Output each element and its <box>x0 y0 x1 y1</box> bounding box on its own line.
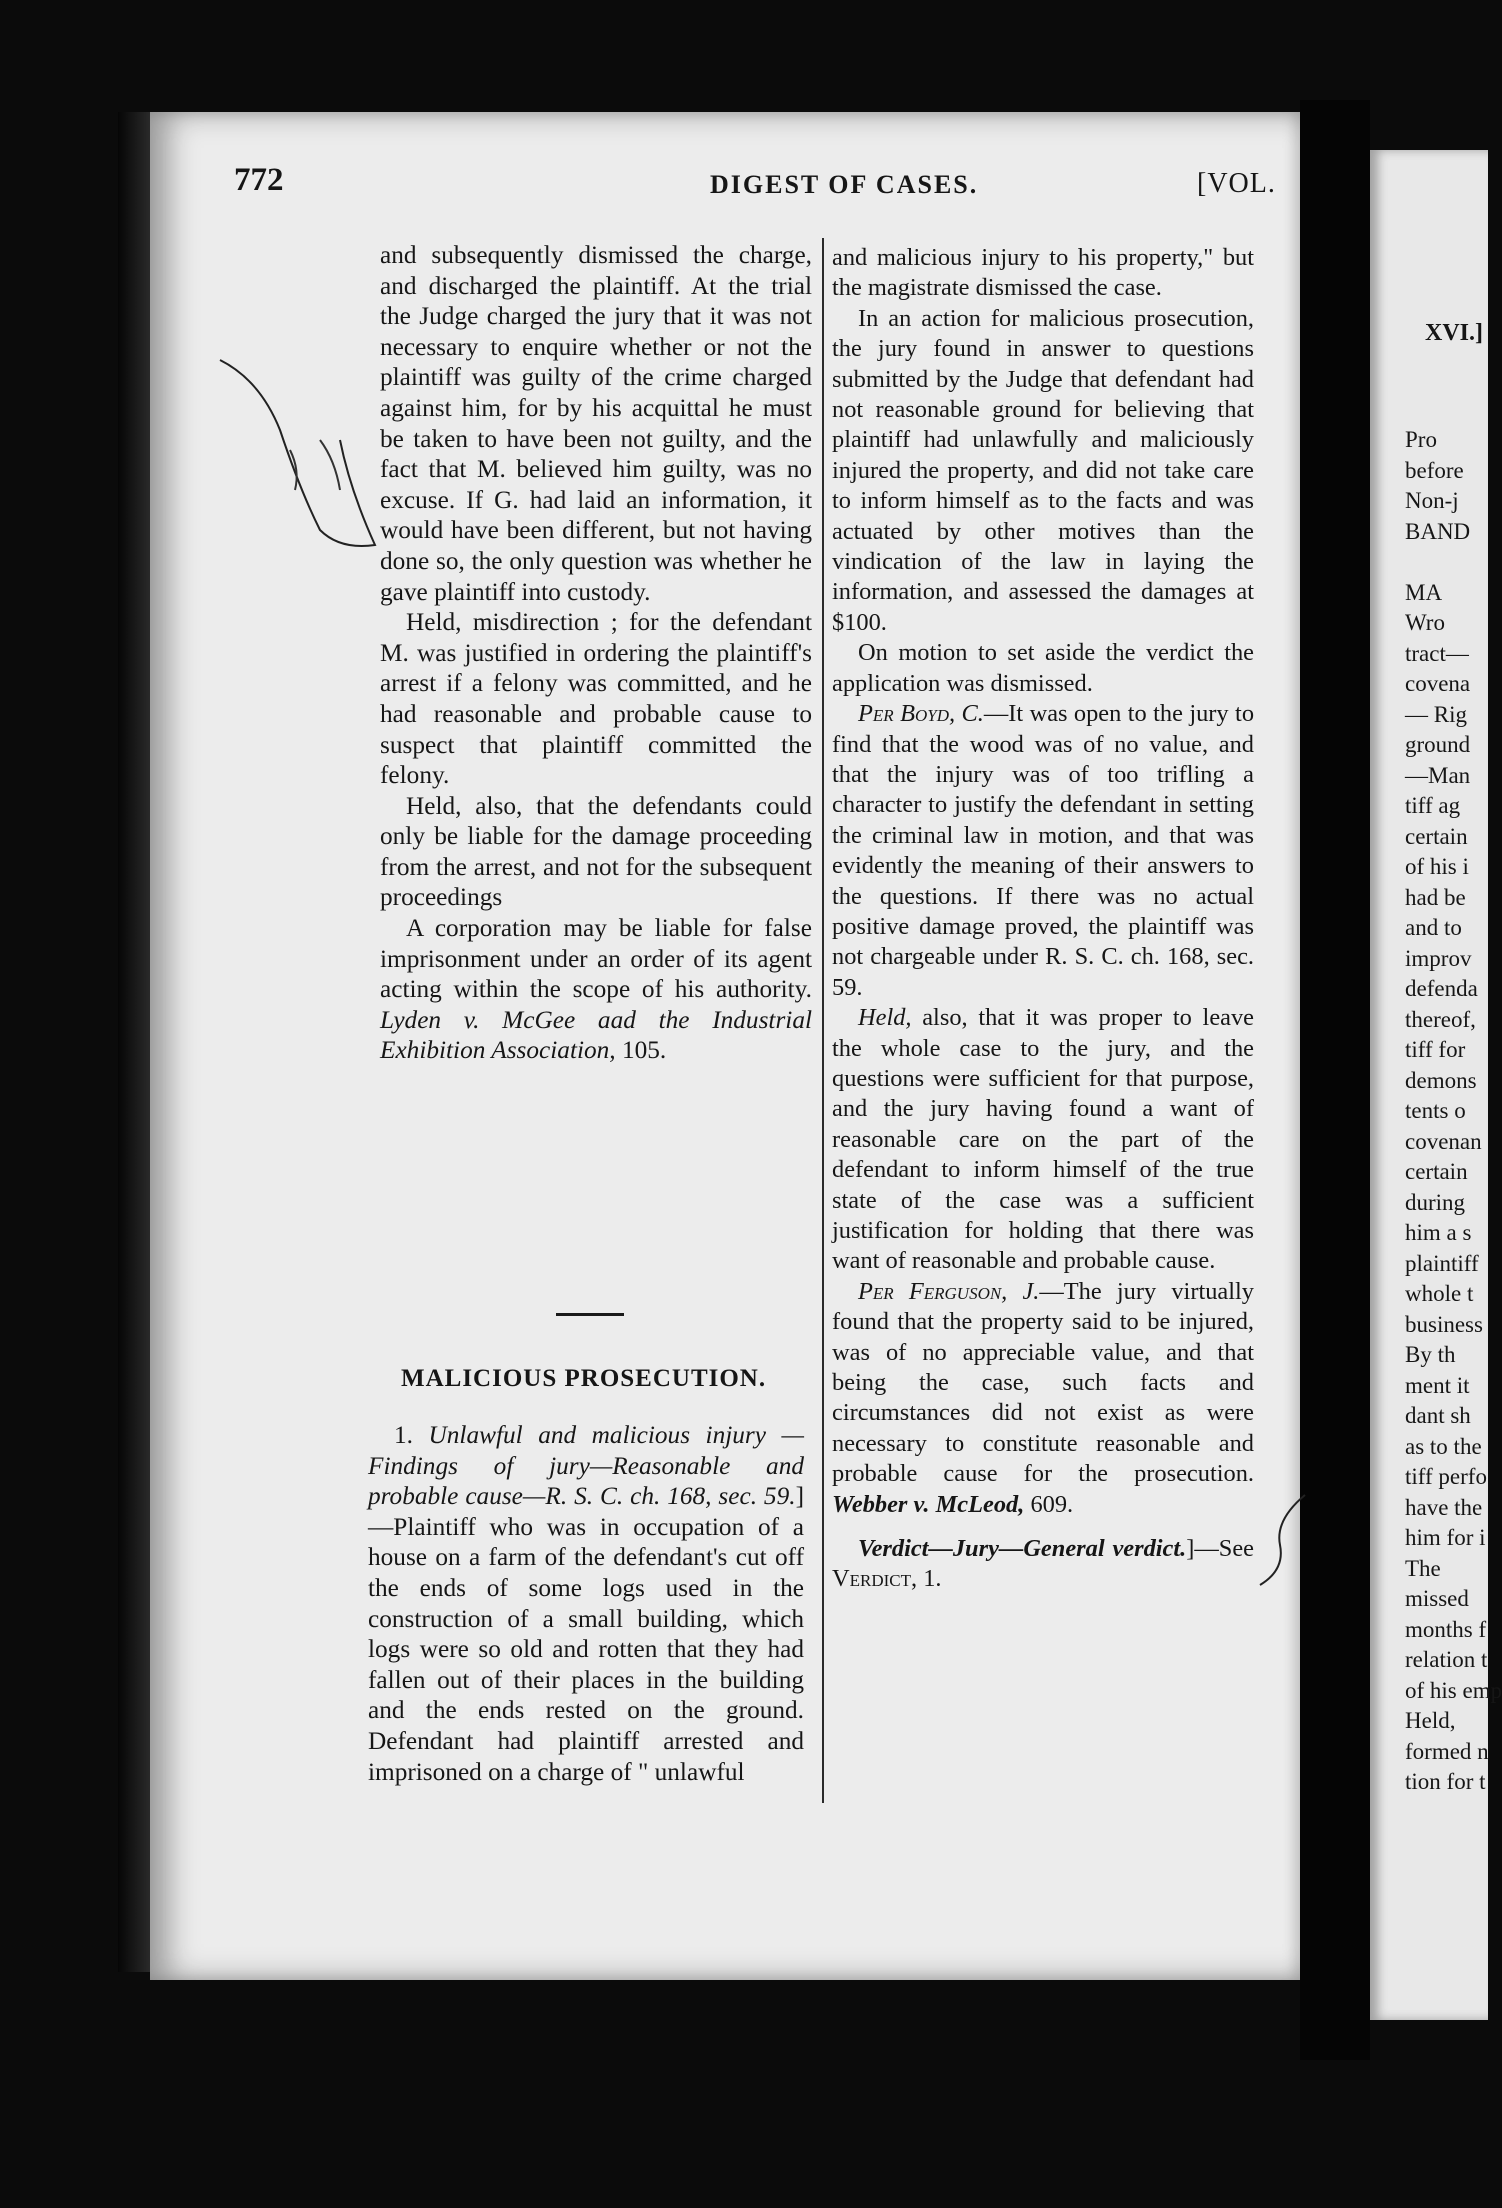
page-gutter <box>1300 100 1370 2060</box>
paragraph <box>832 1003 1254 1277</box>
entry-number: 1. <box>394 1421 413 1449</box>
paragraph: and subsequently dismissed the charge, and discharged the plaintiff. At the trial the Judge charged the jury that it was not necessary to enquire whether or not the plaintiff was guilty of the crime charged against him, for by his acquittal he must be taken to have been not guilty, and the fact that M. believed him guilty, was no excuse. If G. had laid an information, it would have been different, but not having done so, the only question was whether he gave plaintiff into custody. <box>380 241 812 606</box>
column-divider <box>822 238 824 1803</box>
facing-page-line: of his i <box>1405 854 1469 879</box>
section-heading: MALICIOUS PROSECUTION. <box>401 1365 767 1392</box>
facing-page-line: and to <box>1405 915 1462 940</box>
held-label: Held, <box>858 1004 912 1032</box>
facing-page-line: dant sh <box>1405 1403 1471 1428</box>
facing-page-line: certain <box>1405 823 1468 849</box>
facing-page-line: covenan <box>1405 1128 1482 1154</box>
header-volume: [VOL. <box>1197 168 1276 199</box>
pencil-mark-hand <box>200 340 400 600</box>
cross-ref-target: Verdict, <box>832 1565 918 1593</box>
judge-opinion-label: Per Ferguson, J. <box>858 1277 1040 1305</box>
facing-page-line: formed n <box>1405 1738 1489 1764</box>
facing-page-line: him a s <box>1405 1220 1472 1245</box>
facing-page-line: plaintiff <box>1405 1250 1479 1276</box>
facing-page-line: tion for t <box>1405 1769 1486 1794</box>
facing-page-line: him for i <box>1405 1525 1486 1550</box>
facing-page-line: months f <box>1405 1616 1487 1642</box>
facing-page-line: of his emp <box>1405 1677 1502 1703</box>
cross-ref-title: Verdict—Jury—General verdict. <box>858 1535 1187 1563</box>
facing-page-line: demons <box>1405 1067 1477 1093</box>
facing-page-line: —Man <box>1405 762 1471 788</box>
facing-page-line: have the <box>1405 1494 1483 1520</box>
case-citation: Lyden v. McGee aad the Industrial Exhibition Association, <box>380 1005 812 1065</box>
entry-text: ]—Plaintiff who was in occupation of a house on a farm of the defendant's cut off the ends of some logs used in the construction of a small building, which logs were so old and rotten that they had fallen out of their places in the building and the ends rested on the ground. Defendant had plaintiff arrested and imprisoned on a charge of " unlawful <box>368 1482 804 1786</box>
facing-page-line: thereof, <box>1405 1006 1476 1032</box>
facing-page-line: whole t <box>1405 1281 1474 1306</box>
facing-page-line: as to the <box>1405 1433 1482 1459</box>
held-text: also, that it was proper to leave the whole case to the jury, and the questions were sufficient for that purpose, and the jury having found a want of reasonable care on the part of the defendant to inform himself of the true state of the case was a sufficient justification for holding that there was want of reasonable and probable cause. <box>832 1004 1254 1275</box>
facing-page-line: Held, <box>1405 1708 1456 1733</box>
facing-page-line: before <box>1405 457 1464 483</box>
judge-opinion-label: Per Boyd, C. <box>858 700 984 728</box>
facing-page-line: Pro <box>1405 427 1437 452</box>
case-citation: Webber v. McLeod, <box>832 1490 1025 1518</box>
paragraph: In an action for malicious prosecution, the jury found in answer to questions submitted by the Judge that defendant had not reasonable ground for believing that plaintiff had unlawfully and maliciously injured the property, and did not take care to inform himself as to the facts and was actuated by other motives than the vindication of the law in laying the information, and assessed the damages at $100. <box>832 304 1254 636</box>
facing-page-line: Non-j <box>1405 488 1459 513</box>
pencil-mark-margin <box>1255 1490 1315 1590</box>
section-rule <box>556 1313 624 1316</box>
facing-page-line: tiff ag <box>1405 793 1461 818</box>
left-column-entry <box>368 1420 804 1787</box>
paragraph: On motion to set aside the verdict the application was dismissed. <box>832 639 1254 697</box>
paragraph: and malicious injury to his property," but the magistrate dismissed the case. <box>832 244 1254 302</box>
facing-page-line: tents o <box>1405 1098 1466 1123</box>
facing-page-line: business <box>1405 1311 1483 1337</box>
facing-page-line: certain <box>1405 1159 1468 1184</box>
facing-page-line: relation t <box>1405 1647 1488 1672</box>
opinion-text: —It was open to the jury to find that the wood was of no value, and that the injury was of too trifling a character to justify the defendant in setting the criminal law in motion, and that was evidently the meaning of their answers to the questions. If there was no actual positive damage proved, the plaintiff was not chargeable under R. S. C. ch. 168, sec. 59. <box>832 700 1255 1001</box>
facing-page-line: Wro <box>1405 610 1445 635</box>
facing-page-line: ment it <box>1405 1372 1470 1398</box>
cross-reference <box>832 1534 1254 1595</box>
facing-page-line: tiff perfo <box>1405 1464 1487 1489</box>
facing-page-line: BAND <box>1405 518 1471 544</box>
facing-page-line: tiff for <box>1405 1037 1466 1062</box>
facing-page-line: tract— <box>1405 640 1469 666</box>
paragraph: Held, misdirection ; for the defendant M. was justified in ordering the plaintiff's arrest if a felony was committed, and he had reasonable and probable cause to suspect that plaintiff committed the felony. <box>380 608 812 790</box>
facing-page-line: had be <box>1405 884 1466 910</box>
paragraph <box>380 913 812 1066</box>
paragraph <box>832 699 1254 1003</box>
right-column <box>832 243 1254 1595</box>
running-head <box>0 162 1488 212</box>
paragraph <box>832 1277 1254 1520</box>
paragraph-text: A corporation may be liable for false imprisonment under an order of its agent acting within the scope of his authority. <box>380 914 812 1004</box>
facing-page-line: MA <box>1405 579 1443 605</box>
facing-page-line: during <box>1405 1189 1466 1215</box>
facing-page-line: The <box>1405 1555 1441 1581</box>
paragraph: Held, also, that the defendants could only be liable for the damage proceeding from the arrest, and not for the subsequent proceedings <box>380 791 812 912</box>
opinion-text: —The jury virtually found that the property said to be injured, was of no appreciable value, and that being the case, such facts and circumstances did not exist as were necessary to constitute reasonable and probable cause for the prosecution. <box>832 1277 1254 1488</box>
facing-page-line: By th <box>1405 1342 1456 1367</box>
facing-page-line: improv <box>1405 945 1472 971</box>
cross-ref-see: ]—See <box>1186 1535 1254 1563</box>
citation-page: 105. <box>615 1036 667 1065</box>
entry-title: Unlawful and malicious injury —Findings of jury—Reasonable and probable cause—R. S. C. ch. 168, sec. 59. <box>368 1421 804 1511</box>
cross-ref-num: 1. <box>917 1565 942 1593</box>
citation-page: 609. <box>1024 1490 1074 1518</box>
page-number: 772 <box>234 162 284 198</box>
facing-page-line: ground <box>1405 732 1471 757</box>
facing-page-header: XVI.] <box>1425 320 1483 346</box>
left-column <box>380 240 812 1066</box>
facing-page-line: — Rig <box>1405 701 1467 727</box>
header-title: DIGEST OF CASES. <box>710 170 979 199</box>
facing-page-line: missed <box>1405 1586 1469 1611</box>
facing-page-line: covena <box>1405 671 1471 696</box>
entry-paragraph <box>368 1420 804 1787</box>
facing-page-line: defenda <box>1405 976 1478 1001</box>
